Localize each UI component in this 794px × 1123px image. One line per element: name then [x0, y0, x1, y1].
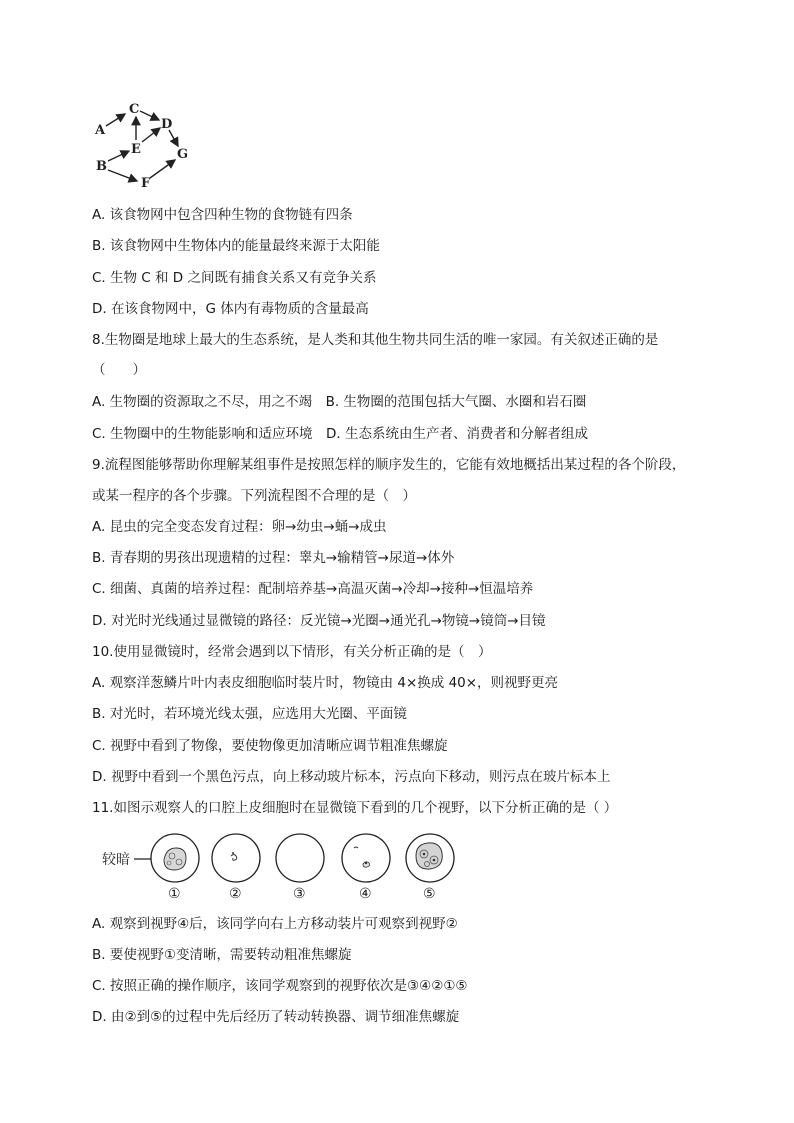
q10-option-d: D. 视野中看到一个黑色污点，向上移动玻片标本，污点向下移动，则污点在玻片标本上 — [92, 769, 611, 785]
node-a: A — [95, 123, 106, 138]
node-e: E — [131, 142, 141, 157]
field-5 — [406, 834, 454, 902]
food-web-diagram — [92, 98, 202, 194]
q8-options-row2: C. 生物圈中的生物能影响和适应环境 D. 生态系统由生产者、消费者和分解者组成 — [92, 426, 588, 442]
q9-stem-line1: 9.流程图能够帮助你理解某组事件是按照怎样的顺序发生的，它能有效地概括出某过程的各个阶段， — [92, 457, 686, 473]
field-3-number: ③ — [293, 886, 306, 902]
q11-stem: 11.如图示观察人的口腔上皮细胞时在显微镜下看到的几个视野，以下分析正确的是（ ） — [92, 800, 618, 816]
edge-f-g — [150, 160, 175, 178]
q8-stem: 8.生物圈是地球上最大的生态系统，是人类和其他生物共同生活的唯一家园。有关叙述正确的是 — [92, 332, 659, 348]
field-1 — [151, 834, 199, 902]
q7-option-d: D. 在该食物网中，G 体内有毒物质的含量最高 — [92, 301, 369, 317]
field-3 — [276, 834, 324, 902]
q11-option-a: A. 观察到视野④后，该同学向右上方移动装片可观察到视野② — [92, 916, 458, 932]
q9-option-a: A. 昆虫的完全变态发育过程：卵→幼虫→蛹→成虫 — [92, 519, 387, 535]
q9-stem-line2: 或某一程序的各个步骤。下列流程图不合理的是（ ） — [92, 488, 416, 504]
edge-b-f — [108, 170, 137, 181]
node-c: C — [129, 102, 140, 117]
field-4 — [342, 834, 390, 902]
edge-c-d — [140, 111, 159, 120]
q7-option-b: B. 该食物网中生物体内的能量最终来源于太阳能 — [92, 238, 380, 254]
q8-options-row1: A. 生物圈的资源取之不尽，用之不竭 B. 生物圈的范围包括大气圈、水圈和岩石圈 — [92, 394, 587, 410]
field-2-number: ② — [229, 886, 242, 902]
node-g: G — [177, 147, 189, 162]
q11-option-c: C. 按照正确的操作顺序，该同学观察到的视野依次是③④②①⑤ — [92, 978, 468, 994]
q11-option-d: D. 由②到⑤的过程中先后经历了转动转换器、调节细准焦螺旋 — [92, 1009, 460, 1025]
edge-b-e — [108, 151, 129, 161]
q9-option-b: B. 青春期的男孩出现遗精的过程：睾丸→输精管→尿道→体外 — [92, 550, 455, 566]
field-1-number: ① — [168, 886, 181, 902]
field-2 — [212, 834, 260, 902]
field-4-number: ④ — [359, 886, 372, 902]
dim-label: 较暗 — [102, 852, 130, 868]
field-5-number: ⑤ — [423, 886, 436, 902]
edge-e-d — [142, 128, 160, 142]
q9-option-d: D. 对光时光线通过显微镜的路径：反光镜→光圈→通光孔→物镜→镜筒→目镜 — [92, 613, 546, 629]
microscope-fields-figure — [100, 832, 470, 902]
q10-option-a: A. 观察洋葱鳞片叶内表皮细胞临时装片时，物镜由 4×换成 40×，则视野更亮 — [92, 675, 559, 691]
q10-stem: 10.使用显微镜时，经常会遇到以下情形，有关分析正确的是（ ） — [92, 644, 492, 660]
q9-option-c: C. 细菌、真菌的培养过程：配制培养基→高温灭菌→冷却→接种→恒温培养 — [92, 581, 534, 597]
q7-option-c: C. 生物 C 和 D 之间既有捕食关系又有竞争关系 — [92, 270, 377, 286]
q8-answer-paren: （ ） — [92, 362, 146, 378]
node-f: F — [141, 176, 151, 191]
q11-option-b: B. 要使视野①变清晰，需要转动粗准焦螺旋 — [92, 947, 352, 963]
q10-option-c: C. 视野中看到了物像，要使物像更加清晰应调节粗准焦螺旋 — [92, 738, 448, 754]
q10-option-b: B. 对光时，若环境光线太强，应选用大光圈、平面镜 — [92, 706, 407, 722]
node-d: D — [161, 117, 173, 132]
edge-a-c — [106, 114, 125, 126]
edge-d-g — [169, 130, 178, 146]
node-b: B — [96, 159, 107, 174]
q7-option-a: A. 该食物网中包含四种生物的食物链有四条 — [92, 207, 353, 223]
